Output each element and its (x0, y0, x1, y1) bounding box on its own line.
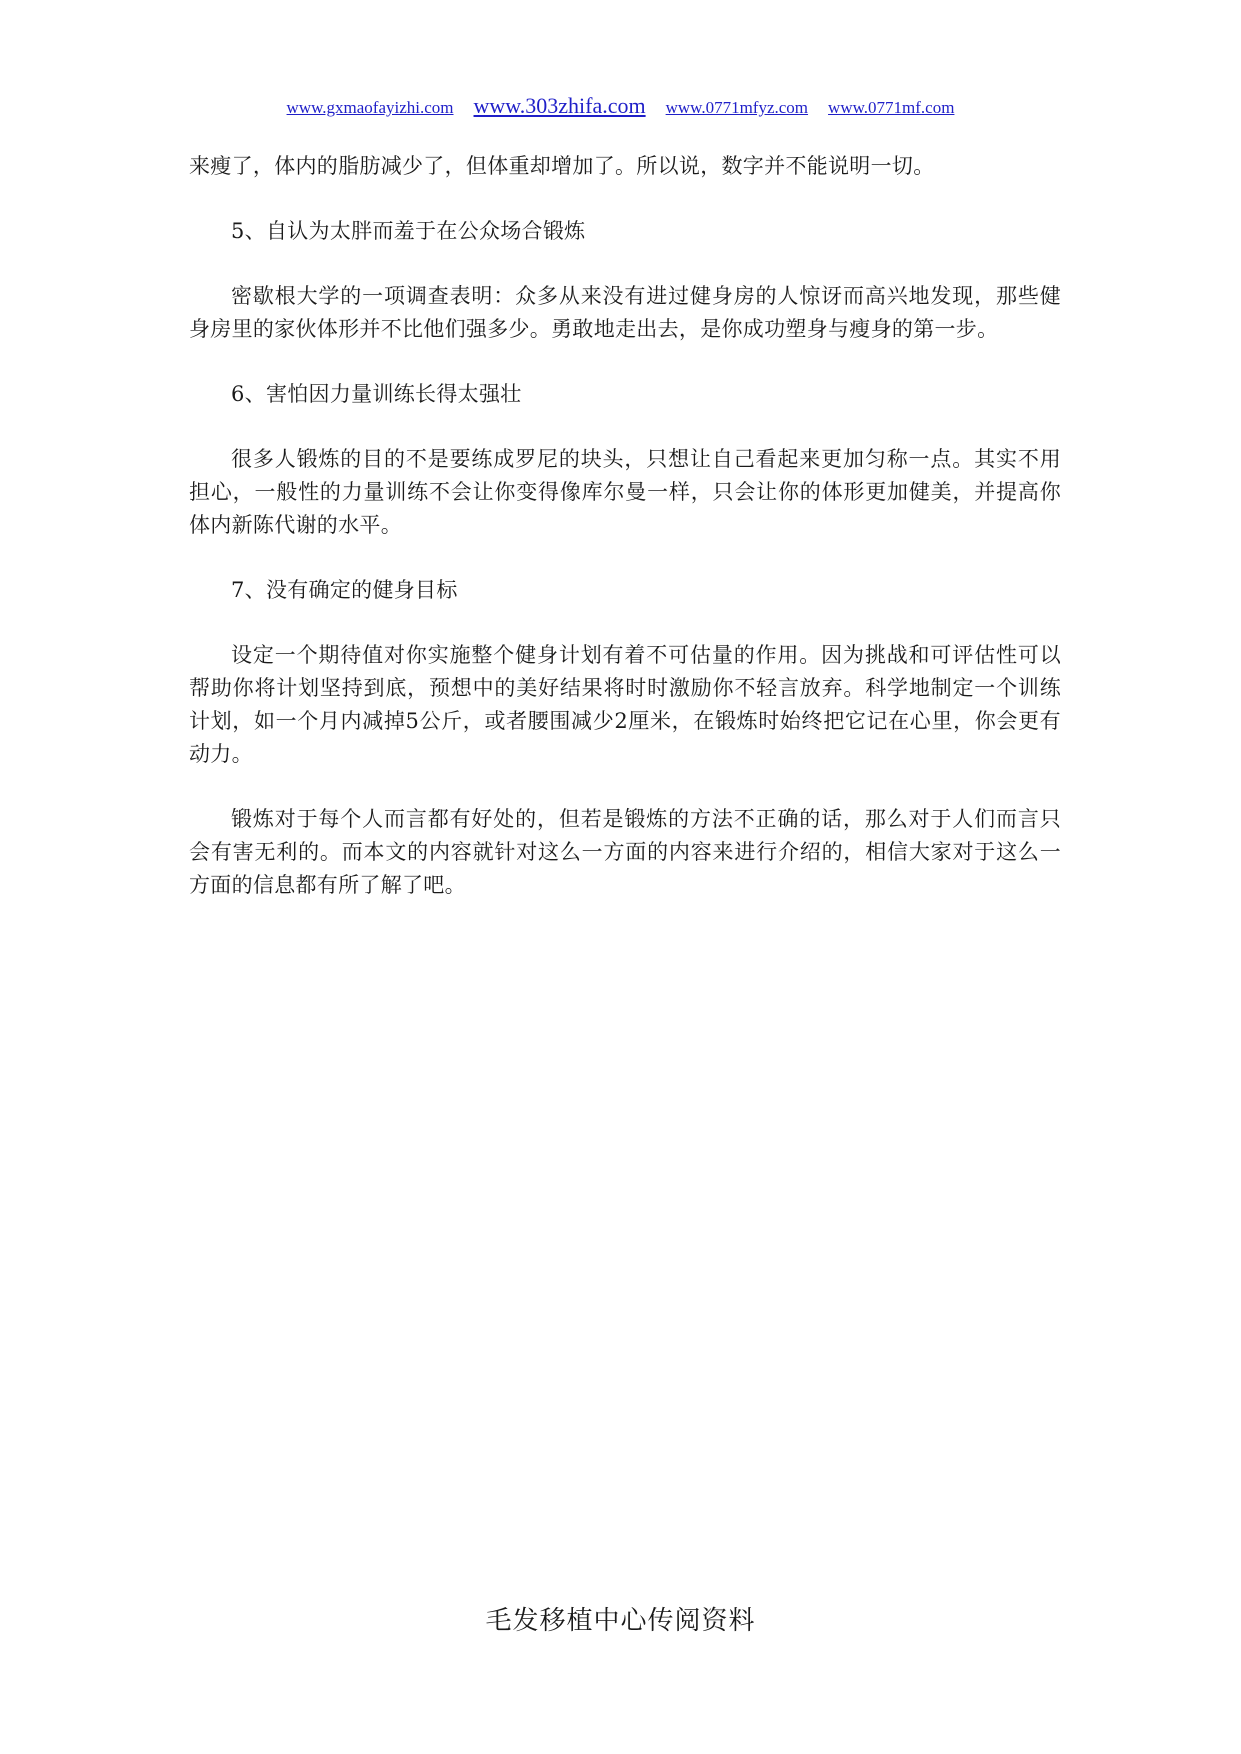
section-heading-7: 7、没有确定的健身目标 (231, 578, 458, 602)
footer-caption: 毛发移植中心传阅资料 (485, 1606, 756, 1636)
header-link-303zhifa[interactable]: www.303zhifa.com (473, 93, 646, 118)
header-link-0771mf[interactable]: www.0771mf.com (828, 98, 955, 117)
paragraph-6: 很多人锻炼的目的不是要练成罗尼的块头，只想让自己看起来更加匀称一点。其实不用担心，一般性的力量训练不会让你变得像库尔曼一样，只会让你的体形更加健美，并提高你体内新陈代谢的水平。 (189, 447, 1061, 537)
header-links (0, 93, 1241, 119)
header-link-gxmaofayizhi[interactable]: www.gxmaofayizhi.com (286, 98, 454, 117)
document-body (189, 150, 1061, 902)
section-heading-5: 5、自认为太胖而羞于在公众场合锻炼 (231, 219, 586, 243)
header-link-0771mfyz[interactable]: www.0771mfyz.com (665, 98, 809, 117)
paragraph-7: 设定一个期待值对你实施整个健身计划有着不可估量的作用。因为挑战和可评估性可以帮助你将计划坚持到底，预想中的美好结果将时时激励你不轻言放弃。科学地制定一个训练计划，如一个月内减掉5公斤，或者腰围减少2厘米，在锻炼时始终把它记在心里，你会更有动力。 (189, 643, 1061, 766)
paragraph-5: 密歇根大学的一项调查表明：众多从来没有进过健身房的人惊讶而高兴地发现，那些健身房里的家伙体形并不比他们强多少。勇敢地走出去，是你成功塑身与瘦身的第一步。 (189, 284, 1061, 341)
paragraph-continued: 来瘦了，体内的脂肪减少了，但体重却增加了。所以说，数字并不能说明一切。 (189, 154, 935, 178)
section-heading-6: 6、害怕因力量训练长得太强壮 (231, 382, 522, 406)
paragraph-conclusion: 锻炼对于每个人而言都有好处的，但若是锻炼的方法不正确的话，那么对于人们而言只会有害无利的。而本文的内容就针对这么一方面的内容来进行介绍的，相信大家对于这么一方面的信息都有所了解了吧。 (189, 807, 1061, 897)
